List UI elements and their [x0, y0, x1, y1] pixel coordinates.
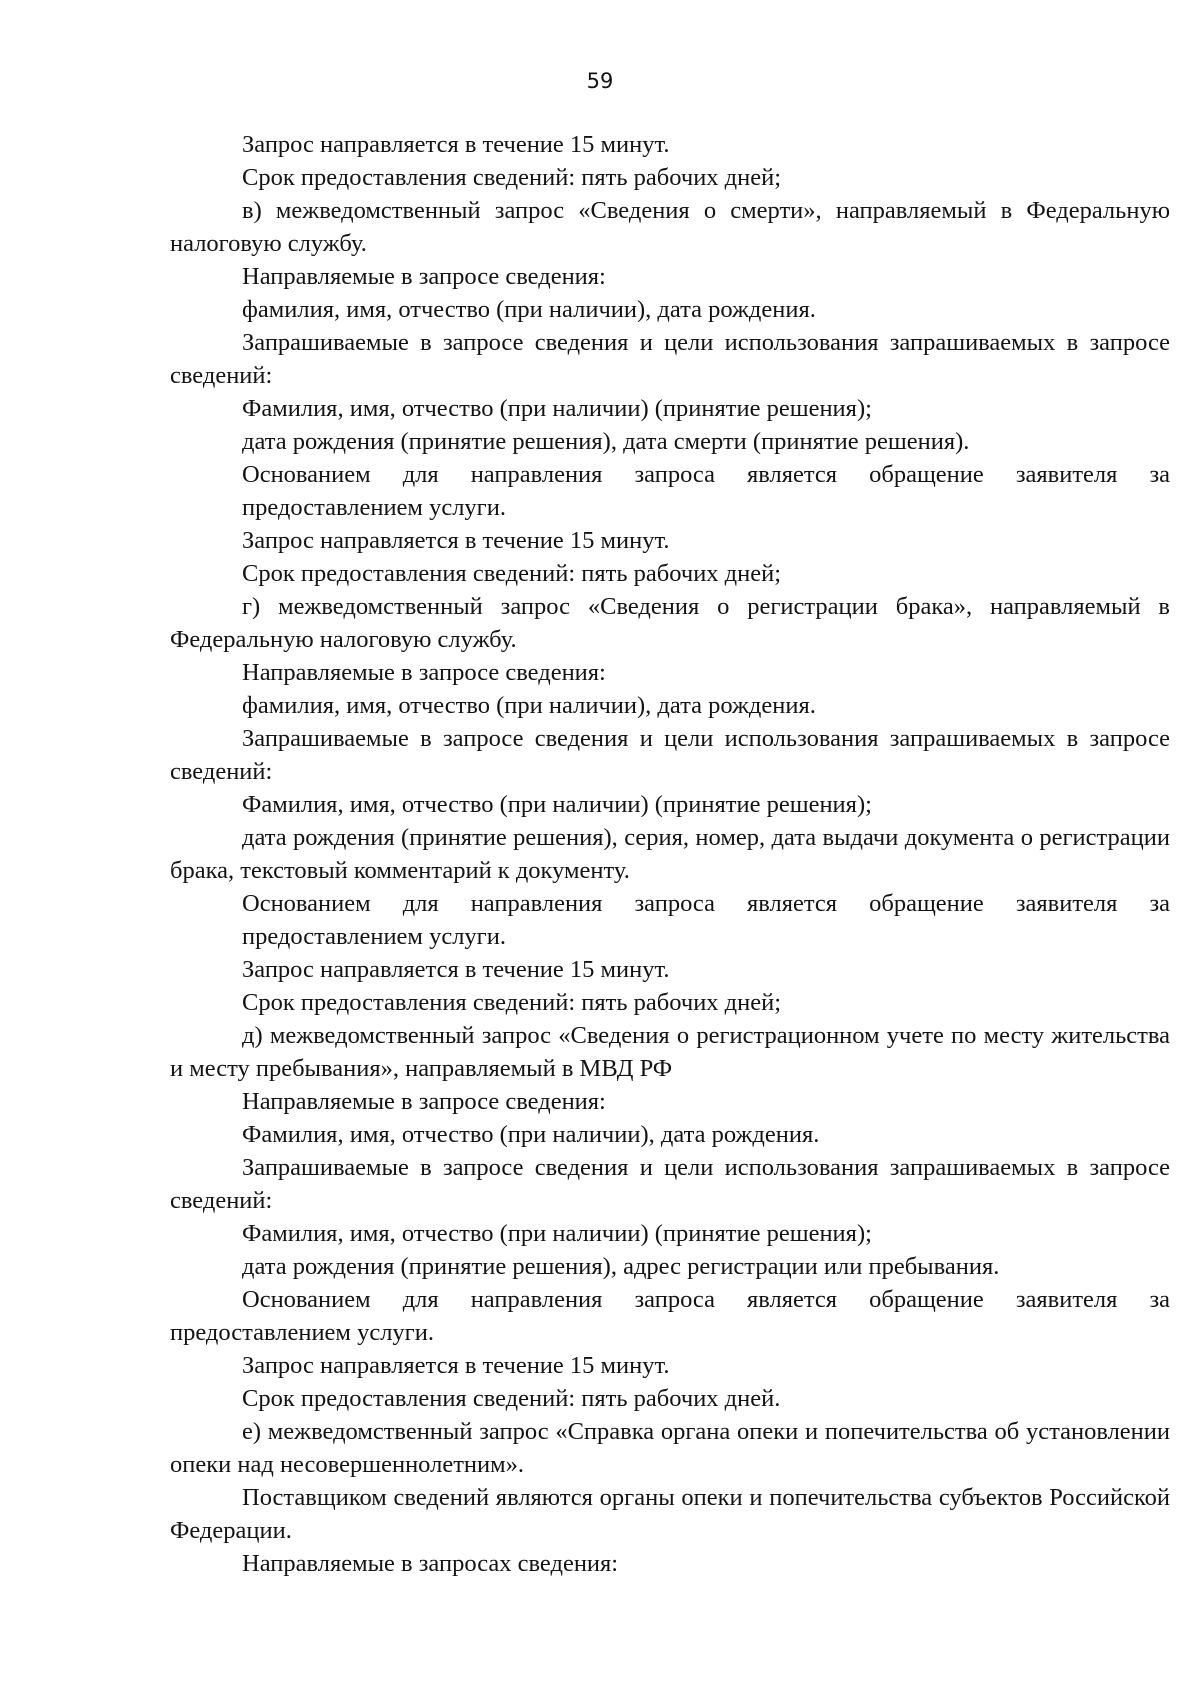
- paragraph: Срок предоставления сведений: пять рабочих дней;: [242, 164, 782, 191]
- paragraph: Запрос направляется в течение 15 минут.: [242, 527, 670, 554]
- paragraph: Направляемые в запросе сведения:: [242, 659, 606, 686]
- paragraph: Фамилия, имя, отчество (при наличии), дата рождения.: [242, 1121, 820, 1148]
- paragraph: д) межведомственный запрос «Сведения о регистрационном учете по месту жительства и месту пребывания», направляемый в МВД РФ: [170, 1022, 1170, 1082]
- paragraph: Запрос направляется в течение 15 минут.: [242, 1352, 670, 1379]
- body-text: [170, 128, 1170, 1580]
- paragraph: Запрос направляется в течение 15 минут.: [242, 131, 670, 158]
- paragraph: Направляемые в запросе сведения:: [242, 1088, 606, 1115]
- paragraph: Направляемые в запросе сведения:: [242, 263, 606, 290]
- paragraph: Запрашиваемые в запросе сведения и цели использования запрашиваемых в запросе сведений:: [170, 329, 1170, 389]
- paragraph: Запрашиваемые в запросе сведения и цели использования запрашиваемых в запросе сведений:: [170, 725, 1170, 785]
- paragraph: Основанием для направления запроса является обращение заявителя за предоставлением услуги.: [242, 890, 1170, 950]
- page-number: 59: [586, 69, 614, 93]
- paragraph: фамилия, имя, отчество (при наличии), дата рождения.: [242, 296, 816, 323]
- paragraph: дата рождения (принятие решения), адрес регистрации или пребывания.: [242, 1253, 1000, 1280]
- paragraph: г) межведомственный запрос «Сведения о регистрации брака», направляемый в Федеральную налоговую службу.: [170, 593, 1170, 653]
- paragraph: Фамилия, имя, отчество (при наличии) (принятие решения);: [242, 1220, 872, 1247]
- paragraph: Основанием для направления запроса является обращение заявителя за предоставлением услуги.: [170, 1286, 1170, 1346]
- paragraph: Направляемые в запросах сведения:: [242, 1550, 619, 1577]
- paragraph: Запрос направляется в течение 15 минут.: [242, 956, 670, 983]
- paragraph: Фамилия, имя, отчество (при наличии) (принятие решения);: [242, 395, 872, 422]
- paragraph: Срок предоставления сведений: пять рабочих дней;: [242, 560, 782, 587]
- paragraph: е) межведомственный запрос «Справка органа опеки и попечительства об установлении опеки над несовершеннолетним».: [170, 1418, 1170, 1478]
- paragraph: Фамилия, имя, отчество (при наличии) (принятие решения);: [242, 791, 872, 818]
- paragraph: в) межведомственный запрос «Сведения о смерти», направляемый в Федеральную налоговую службу.: [170, 197, 1170, 257]
- paragraph: Поставщиком сведений являются органы опеки и попечительства субъектов Российской Федерации.: [170, 1484, 1170, 1544]
- paragraph: Основанием для направления запроса является обращение заявителя за предоставлением услуги.: [242, 461, 1170, 521]
- paragraph: Срок предоставления сведений: пять рабочих дней.: [242, 1385, 781, 1412]
- paragraph: Срок предоставления сведений: пять рабочих дней;: [242, 989, 782, 1016]
- paragraph: фамилия, имя, отчество (при наличии), дата рождения.: [242, 692, 816, 719]
- paragraph: Запрашиваемые в запросе сведения и цели использования запрашиваемых в запросе сведений:: [170, 1154, 1170, 1214]
- paragraph: дата рождения (принятие решения), дата смерти (принятие решения).: [242, 428, 970, 455]
- paragraph: дата рождения (принятие решения), серия, номер, дата выдачи документа о регистрации брака, текстовый комментарий к документу.: [170, 824, 1170, 884]
